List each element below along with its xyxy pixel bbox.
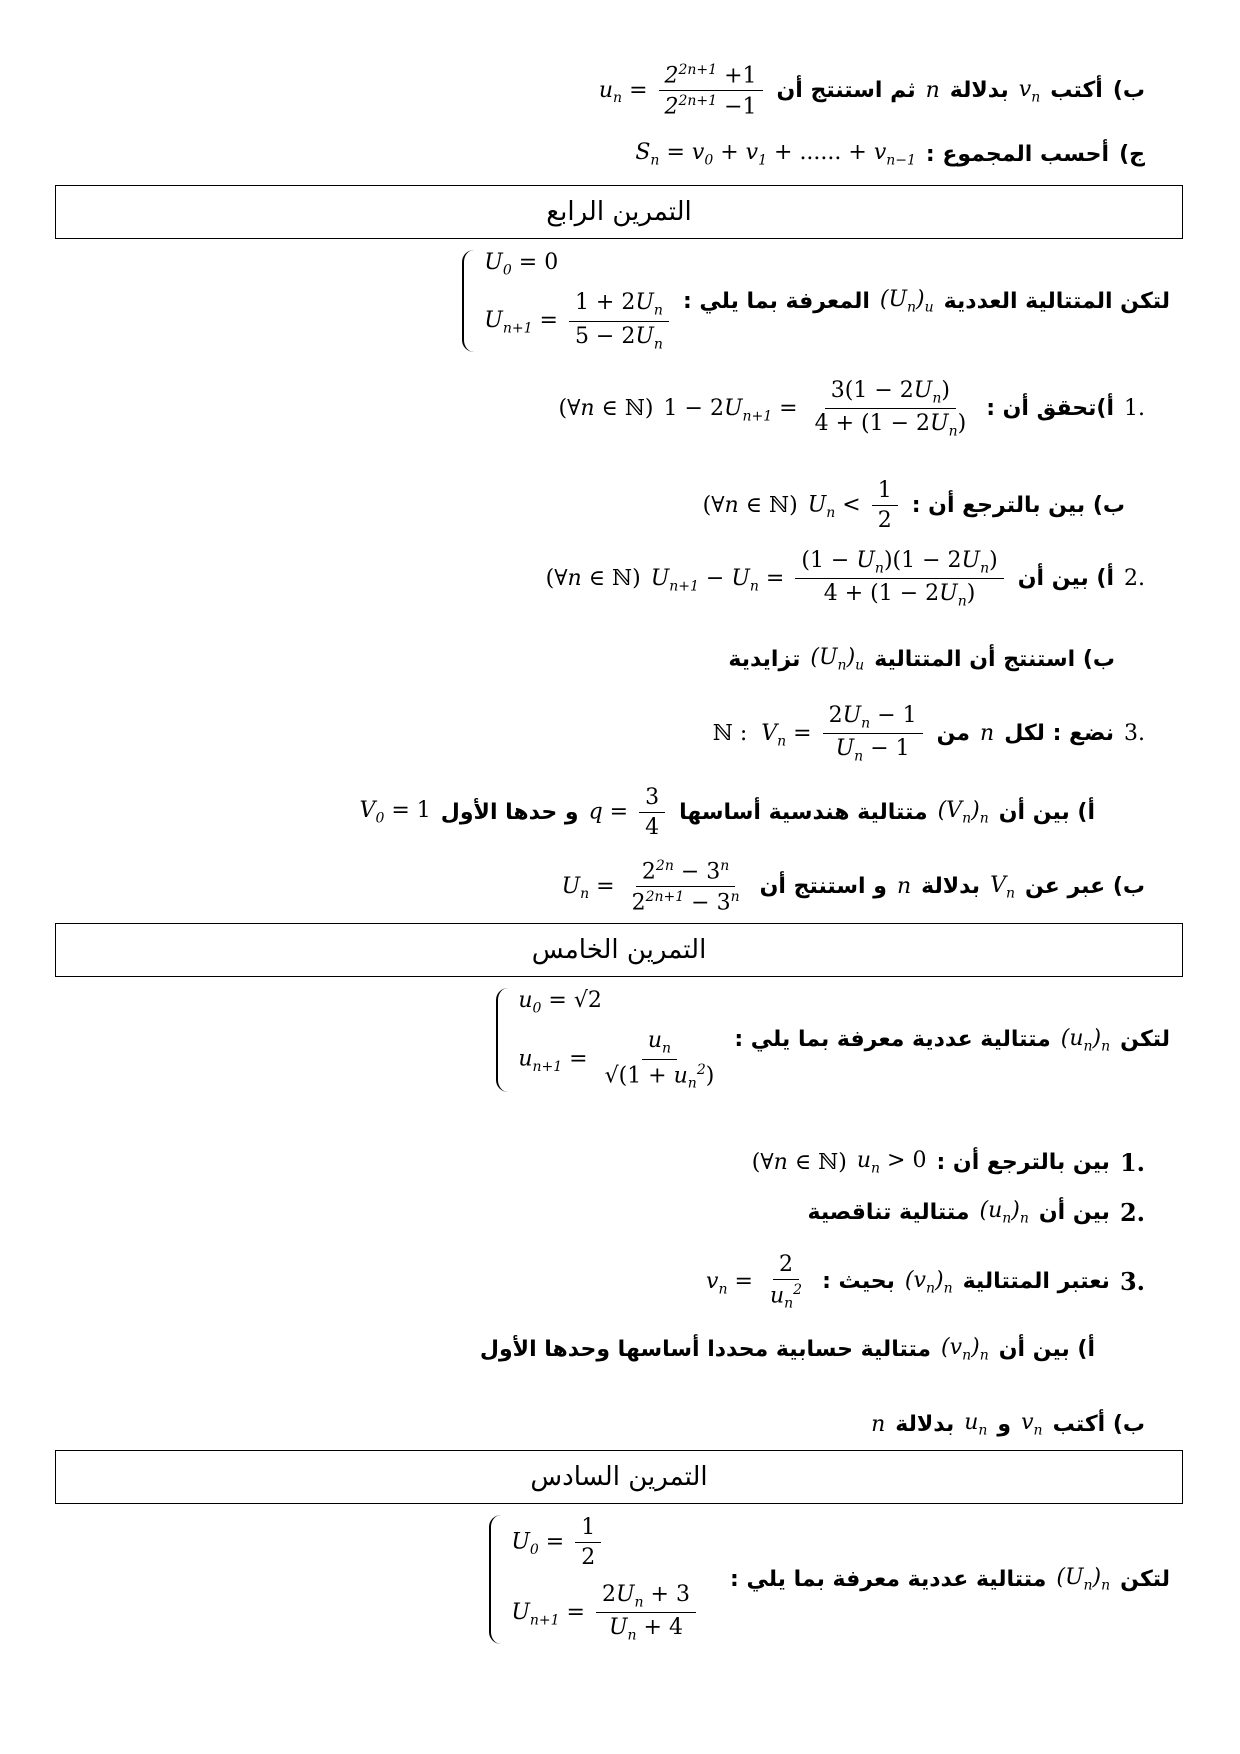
ex4-q3b-formula: $U_n$ = $\frac{2^{2n} - 3^n}{2^{2n+1} - 3^n}$ [561,858,740,916]
ex5-q2 [807,1198,1145,1227]
ex5-q3b-vn: $v_n$ [1021,1410,1043,1439]
ex4-q2a-text: أ) بين أن [1017,566,1114,592]
ex4-q3a [360,785,1095,840]
ex4-q3-formula: ℕ : $V_n$ = $\frac{2U_n - 1}{U_n - 1}$ [713,703,927,765]
ex4-q1a-forall: (∀n ∈ ℕ) [558,396,654,422]
ex4-q2a-num: 2. [1124,566,1145,592]
ex5-q1-formula: $u_n > 0$ [856,1148,927,1177]
ex4-q3a-q: q = $\frac{3}{4}$ [589,785,670,840]
ex4-q3a-V0: $V_0 = 1$ [359,798,431,827]
ex5-q3-text: نعتبر المتتالية [962,1269,1110,1295]
ex4-q3a-seq: $(V_n)_n$ [937,798,989,827]
ex3-question-b [599,62,1145,120]
ex4-q1b-formula: $U_n$ < $\frac{1}{2}$ [808,478,902,533]
ex6-seq-Un: $(U_n)_n$ [1056,1565,1111,1594]
ex4-brace [462,250,478,352]
ex4-q3b-Vn: $V_n$ [990,872,1015,902]
ex4-q1a-text: أ)تحقق أن : [986,396,1114,422]
ex5-q3-text2: بحيث : [822,1269,895,1295]
ex5-q3-seq: $(v_n)_n$ [904,1267,953,1297]
ex4-q2a-formula: $U_{n+1} - U_n$ = $\frac{(1 - U_n)(1 - 2U_n)}{4 + (1 - 2U_n)}$ [651,548,1008,610]
ex5-q3b-text2: و [997,1411,1012,1437]
ex5-title-box [55,923,1183,977]
ex5-q3a-seq: $(v_n)_n$ [941,1335,989,1364]
ex5-system [496,988,724,1092]
ex3-c-label: ج) [1119,141,1145,167]
ex5-brace [496,988,512,1092]
ex5-intro-text2: متتالية عددية معرفة بما يلي : [734,1027,1051,1053]
ex4-q3b-text2: بدلالة [921,874,981,900]
ex5-q1-forall: (∀n ∈ ℕ) [751,1150,847,1175]
ex5-q3a [480,1335,1095,1363]
ex4-intro-text: لتكن المتتالية العددية [943,288,1170,314]
ex5-intro [496,988,1170,1092]
ex5-q2-text2: متتالية تناقصية [807,1200,970,1225]
ex4-q3-text2: من [936,721,971,747]
ex3-b-text3: ثم استنتج أن [776,78,916,104]
ex4-q3b-n: n [896,874,912,900]
ex4-q3-n: n [980,721,995,747]
ex4-q3a-text: أ) بين أن [998,800,1095,825]
ex5-q2-text: بين أن [1038,1200,1110,1225]
ex5-q3 [706,1252,1145,1312]
ex3-question-c [635,140,1145,168]
ex5-seq-un: $(u_n)_n$ [1060,1025,1111,1054]
ex6-brace [489,1515,505,1644]
ex4-q1b-text: ب) بين بالترجع أن : [911,493,1125,518]
ex4-q3-num: 3. [1124,721,1145,747]
ex3-b-vn: $v_n$ [1018,76,1041,106]
ex5-q2-num: 2. [1119,1198,1145,1227]
ex5-q1-num: 1. [1119,1148,1145,1177]
ex3-b-label: ب) [1112,78,1145,104]
ex4-q3b [562,858,1145,916]
ex4-q2a-forall: (∀n ∈ ℕ) [545,566,641,592]
ex6-recurrence: $U_{n+1}$ = $\frac{2U_n + 3}{U_n + 4}$ [511,1582,700,1644]
ex5-q3a-text: أ) بين أن [998,1336,1095,1362]
ex5-q3b [871,1410,1145,1438]
ex6-intro [489,1515,1170,1644]
ex4-q3b-text3: و استنتج أن [759,874,887,900]
ex5-u0: $u_0 = √2$ [518,988,602,1017]
ex4-q1a-num: 1. [1124,396,1145,422]
ex5-q3b-un: $u_n$ [964,1410,988,1439]
ex4-q2a [526,548,1145,610]
ex6-system [489,1515,700,1644]
ex5-q1-text: بين بالترجع أن : [936,1150,1110,1175]
ex5-q3b-text: ب) أكتب [1052,1411,1145,1437]
ex5-q1 [712,1148,1145,1177]
ex5-q3b-text3: بدلالة [895,1411,955,1437]
ex4-q3-text: نضع : لكل [1004,721,1114,747]
ex4-q1b-forall: (∀n ∈ ℕ) [702,493,798,518]
ex4-q3a-text3: و حدها الأول [440,800,579,825]
ex6-U0: $U_0$ = $\frac{1}{2}$ [511,1515,700,1570]
ex4-q2b-seq: $(U_n)_u$ [810,645,865,674]
ex5-q2-seq: $(u_n)_n$ [979,1198,1029,1227]
ex4-q2b [728,645,1115,673]
ex5-q3-formula: $v_n$ = $\frac{2}{u_n^2}$ [706,1252,803,1312]
ex3-b-text2: بدلالة [949,78,1009,104]
ex6-intro-text2: متتالية عددية معرفة بما يلي : [729,1566,1047,1592]
ex4-title-box [55,185,1183,239]
ex4-q2b-tail: تزايدية [728,646,801,672]
ex4-q1a [549,378,1146,440]
ex6-title-box [55,1450,1183,1504]
ex4-intro-text2: المعرفة بما يلي : [682,288,870,314]
ex4-q3b-text: ب) عبر عن [1024,874,1145,900]
ex3-c-formula: $S_n = v_0 + v_1$ + ...... + $v_{n-1}$ [635,140,916,169]
ex5-q3-num: 3. [1119,1267,1145,1297]
ex4-q2b-text: ب) استنتج أن المتتالية [874,646,1115,672]
ex5-intro-text: لتكن [1120,1027,1170,1053]
ex6-intro-text: لتكن [1120,1566,1170,1592]
ex5-recurrence: $u_{n+1}$ = $\frac{u_n}{√(1 + u_n^2)}$ [518,1028,715,1092]
ex3-b-formula: $u_n$ = $\frac{2^{2n+1} +1}{2^{2n+1} -1}$ [599,62,767,120]
ex5-q3b-n: n [871,1411,886,1437]
ex5-title: التمرين الخامس [531,935,707,965]
ex4-U0: $U_0 = 0$ [484,250,559,279]
ex3-c-text: أحسب المجموع : [925,141,1110,167]
ex3-b-text1: أكتب [1050,78,1103,104]
ex4-q3a-text2: متتالية هندسية أساسها [679,800,928,825]
ex4-title: التمرين الرابع [546,197,692,227]
ex6-title: التمرين السادس [530,1462,708,1492]
ex4-q3 [713,703,1145,765]
ex5-q3a-text2: متتالية حسابية محددا أساسها وحدها الأول [479,1336,932,1362]
ex4-recurrence: $U_{n+1}$ = $\frac{1 + 2U_n}{5 - 2U_n}$ [484,290,673,352]
ex4-seq-Un: $(U_n)_u$ [879,286,934,316]
ex4-system [462,250,673,352]
ex4-q1b [663,478,1125,533]
ex3-b-n: n [925,78,940,104]
ex4-q1a-formula: $1 - 2U_{n+1}$ = $\frac{3(1 - 2U_n)}{4 + (1 - 2U_n)}$ [663,378,967,440]
ex4-intro [462,250,1170,352]
